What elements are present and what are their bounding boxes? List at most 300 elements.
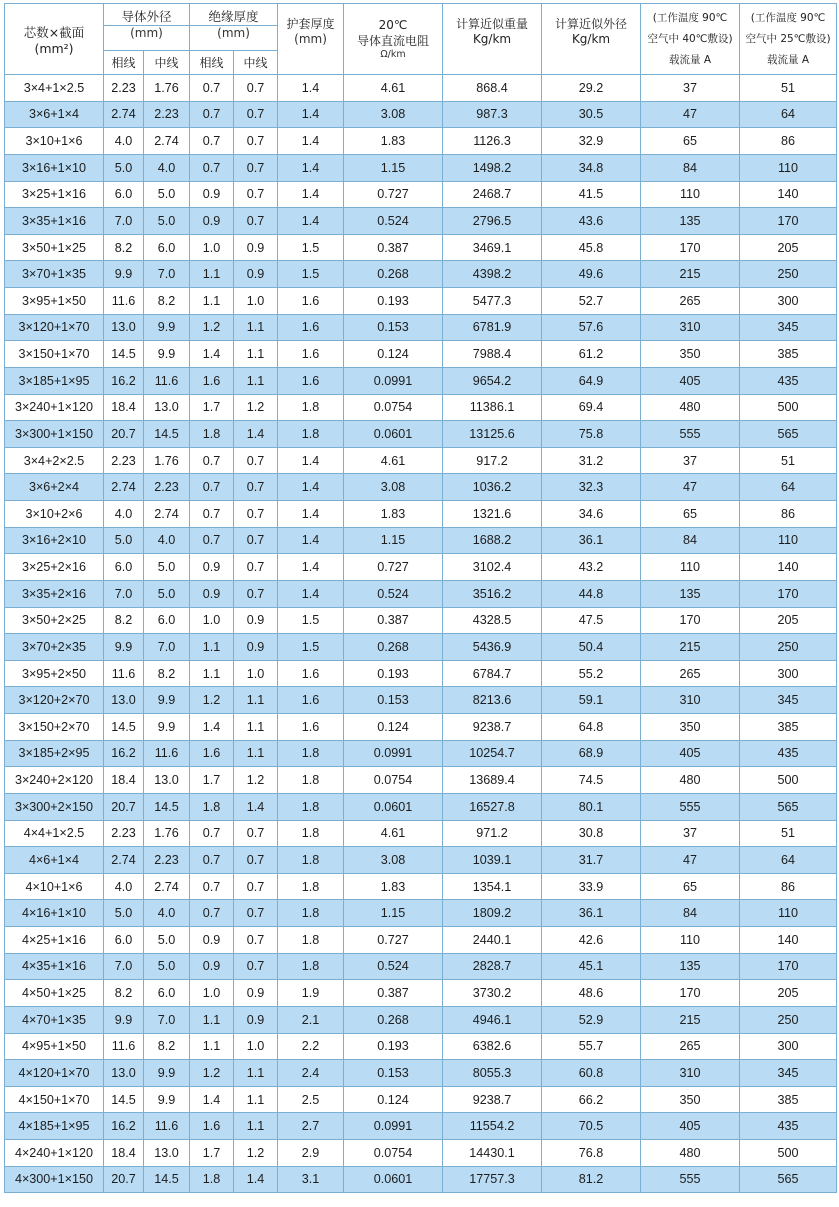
table-row: [5, 394, 837, 421]
cell-insulation-neutral: 0.7: [234, 953, 278, 980]
header-resistance-temp: 20℃: [378, 18, 408, 32]
cell-conductor-neutral: 8.2: [144, 288, 190, 315]
table-row: [5, 927, 837, 954]
cell-insulation-neutral: 1.1: [234, 687, 278, 714]
cell-spec: 3×4+1×2.5: [5, 75, 104, 102]
cell-ampacity-40: 310: [641, 1060, 740, 1087]
cell-conductor-phase: 5.0: [104, 154, 144, 181]
cell-insulation-phase: 0.7: [190, 847, 234, 874]
table-row: [5, 208, 837, 235]
cell-insulation-phase: 0.7: [190, 873, 234, 900]
cell-conductor-neutral: 1.76: [144, 447, 190, 474]
cell-resistance: 0.0991: [344, 367, 443, 394]
cell-weight: 1354.1: [443, 873, 542, 900]
cell-ampacity-40: 350: [641, 341, 740, 368]
cell-diameter: 36.1: [542, 900, 641, 927]
cell-weight: 4398.2: [443, 261, 542, 288]
cell-sheath: 1.8: [278, 421, 344, 448]
header-weight-label: 计算近似重量: [456, 16, 529, 31]
cell-weight: 3469.1: [443, 234, 542, 261]
cell-insulation-phase: 1.6: [190, 740, 234, 767]
cell-ampacity-40: 405: [641, 740, 740, 767]
cell-conductor-phase: 2.23: [104, 820, 144, 847]
cell-diameter: 61.2: [542, 341, 641, 368]
cell-diameter: 30.8: [542, 820, 641, 847]
cell-ampacity-25: 435: [740, 740, 837, 767]
cell-conductor-phase: 11.6: [104, 660, 144, 687]
cell-ampacity-40: 215: [641, 261, 740, 288]
cell-ampacity-40: 310: [641, 314, 740, 341]
cell-insulation-phase: 1.7: [190, 1140, 234, 1167]
cell-diameter: 80.1: [542, 793, 641, 820]
cell-ampacity-25: 64: [740, 474, 837, 501]
cell-insulation-phase: 1.8: [190, 421, 234, 448]
cell-ampacity-40: 265: [641, 288, 740, 315]
cell-spec: 4×150+1×70: [5, 1086, 104, 1113]
cell-sheath: 1.5: [278, 634, 344, 661]
cell-conductor-phase: 20.7: [104, 421, 144, 448]
cell-sheath: 1.8: [278, 740, 344, 767]
cell-conductor-neutral: 7.0: [144, 634, 190, 661]
cell-insulation-neutral: 1.2: [234, 767, 278, 794]
cell-conductor-phase: 14.5: [104, 341, 144, 368]
header-insulation-unit-label: (mm): [217, 26, 250, 40]
cell-diameter: 55.7: [542, 1033, 641, 1060]
cell-spec: 3×95+2×50: [5, 660, 104, 687]
cell-spec: 4×95+1×50: [5, 1033, 104, 1060]
cell-conductor-phase: 9.9: [104, 261, 144, 288]
table-row: [5, 1166, 837, 1193]
header-weight: [443, 4, 542, 75]
cell-conductor-neutral: 2.23: [144, 101, 190, 128]
table-row: [5, 793, 837, 820]
cell-spec: 4×240+1×120: [5, 1140, 104, 1167]
cell-conductor-neutral: 4.0: [144, 527, 190, 554]
cell-weight: 17757.3: [443, 1166, 542, 1193]
cell-spec: 4×300+1×150: [5, 1166, 104, 1193]
cable-spec-table: [4, 3, 837, 1193]
cell-insulation-phase: 1.4: [190, 1086, 234, 1113]
cell-sheath: 1.4: [278, 527, 344, 554]
cell-spec: 3×150+1×70: [5, 341, 104, 368]
cell-resistance: 0.524: [344, 580, 443, 607]
header-conductor: [104, 4, 190, 26]
cell-ampacity-25: 385: [740, 1086, 837, 1113]
cell-weight: 14430.1: [443, 1140, 542, 1167]
cell-sheath: 2.5: [278, 1086, 344, 1113]
cell-insulation-phase: 0.7: [190, 447, 234, 474]
cell-ampacity-25: 170: [740, 580, 837, 607]
cell-spec: 3×16+1×10: [5, 154, 104, 181]
cell-diameter: 36.1: [542, 527, 641, 554]
header-conductor-label: 导体外径: [121, 9, 172, 24]
cell-insulation-phase: 0.7: [190, 474, 234, 501]
table-row: [5, 1060, 837, 1087]
cell-conductor-neutral: 8.2: [144, 1033, 190, 1060]
cell-insulation-neutral: 0.9: [234, 634, 278, 661]
cell-weight: 9238.7: [443, 1086, 542, 1113]
cell-weight: 8213.6: [443, 687, 542, 714]
cell-conductor-phase: 2.74: [104, 847, 144, 874]
cell-sheath: 1.8: [278, 767, 344, 794]
cell-weight: 1498.2: [443, 154, 542, 181]
cell-ampacity-25: 300: [740, 1033, 837, 1060]
cell-insulation-neutral: 0.7: [234, 927, 278, 954]
cell-diameter: 50.4: [542, 634, 641, 661]
cell-diameter: 43.6: [542, 208, 641, 235]
cell-diameter: 59.1: [542, 687, 641, 714]
cell-conductor-phase: 14.5: [104, 1086, 144, 1113]
cell-ampacity-40: 65: [641, 128, 740, 155]
cell-weight: 868.4: [443, 75, 542, 102]
cell-resistance: 3.08: [344, 101, 443, 128]
cell-diameter: 60.8: [542, 1060, 641, 1087]
cell-resistance: 0.124: [344, 341, 443, 368]
cell-insulation-neutral: 0.9: [234, 980, 278, 1007]
cell-insulation-phase: 1.4: [190, 341, 234, 368]
table-row: [5, 501, 837, 528]
cell-resistance: 0.0991: [344, 740, 443, 767]
cell-resistance: 3.08: [344, 474, 443, 501]
cell-sheath: 1.4: [278, 474, 344, 501]
cell-ampacity-25: 205: [740, 607, 837, 634]
cell-sheath: 2.2: [278, 1033, 344, 1060]
cell-ampacity-25: 140: [740, 927, 837, 954]
cell-ampacity-40: 110: [641, 554, 740, 581]
cell-weight: 16527.8: [443, 793, 542, 820]
cell-resistance: 0.524: [344, 208, 443, 235]
cell-insulation-neutral: 0.7: [234, 75, 278, 102]
table-row: [5, 900, 837, 927]
cell-ampacity-40: 135: [641, 953, 740, 980]
cell-conductor-phase: 4.0: [104, 873, 144, 900]
header-amp40-line1: (工作温度 90℃: [652, 11, 728, 24]
cell-diameter: 42.6: [542, 927, 641, 954]
cell-conductor-neutral: 2.74: [144, 873, 190, 900]
cell-ampacity-25: 300: [740, 288, 837, 315]
header-spec: [5, 4, 104, 75]
cell-weight: 1321.6: [443, 501, 542, 528]
cell-insulation-neutral: 0.7: [234, 847, 278, 874]
cell-spec: 3×50+2×25: [5, 607, 104, 634]
cell-weight: 3516.2: [443, 580, 542, 607]
cell-diameter: 74.5: [542, 767, 641, 794]
cell-insulation-neutral: 1.4: [234, 421, 278, 448]
cell-insulation-phase: 1.8: [190, 1166, 234, 1193]
table-row: [5, 873, 837, 900]
cell-insulation-phase: 1.4: [190, 714, 234, 741]
cell-ampacity-40: 480: [641, 1140, 740, 1167]
table-row: [5, 634, 837, 661]
cell-diameter: 52.7: [542, 288, 641, 315]
table-row: [5, 820, 837, 847]
cell-spec: 4×16+1×10: [5, 900, 104, 927]
table-row: [5, 767, 837, 794]
cell-conductor-phase: 13.0: [104, 1060, 144, 1087]
cell-spec: 3×185+2×95: [5, 740, 104, 767]
cell-ampacity-25: 300: [740, 660, 837, 687]
cell-spec: 3×10+2×6: [5, 501, 104, 528]
cell-weight: 13125.6: [443, 421, 542, 448]
header-insulation-phase: 相线: [190, 51, 234, 75]
cell-sheath: 1.4: [278, 181, 344, 208]
cell-resistance: 1.15: [344, 900, 443, 927]
cell-sheath: 1.5: [278, 234, 344, 261]
cell-ampacity-25: 250: [740, 1006, 837, 1033]
cell-insulation-neutral: 1.1: [234, 367, 278, 394]
cell-insulation-phase: 1.1: [190, 634, 234, 661]
cell-conductor-phase: 18.4: [104, 394, 144, 421]
cell-conductor-neutral: 5.0: [144, 554, 190, 581]
cell-sheath: 1.5: [278, 607, 344, 634]
cell-ampacity-25: 565: [740, 421, 837, 448]
table-row: [5, 714, 837, 741]
cell-sheath: 2.4: [278, 1060, 344, 1087]
cell-spec: 3×4+2×2.5: [5, 447, 104, 474]
cell-conductor-phase: 18.4: [104, 767, 144, 794]
cell-sheath: 1.6: [278, 660, 344, 687]
header-spec-label: 芯数×截面: [23, 24, 85, 40]
cell-diameter: 68.9: [542, 740, 641, 767]
cell-spec: 3×35+1×16: [5, 208, 104, 235]
cell-insulation-neutral: 1.1: [234, 714, 278, 741]
cell-diameter: 32.9: [542, 128, 641, 155]
table-row: [5, 474, 837, 501]
cell-ampacity-40: 265: [641, 660, 740, 687]
cell-ampacity-40: 47: [641, 847, 740, 874]
cell-weight: 3730.2: [443, 980, 542, 1007]
cell-weight: 11386.1: [443, 394, 542, 421]
cell-resistance: 0.387: [344, 234, 443, 261]
cell-spec: 3×185+1×95: [5, 367, 104, 394]
cell-insulation-phase: 0.9: [190, 181, 234, 208]
cell-ampacity-25: 250: [740, 261, 837, 288]
cell-diameter: 34.8: [542, 154, 641, 181]
cell-spec: 3×300+2×150: [5, 793, 104, 820]
cell-ampacity-25: 86: [740, 501, 837, 528]
cell-conductor-neutral: 13.0: [144, 1140, 190, 1167]
cell-resistance: 0.268: [344, 634, 443, 661]
cell-insulation-phase: 1.0: [190, 607, 234, 634]
cell-resistance: 0.387: [344, 980, 443, 1007]
cell-conductor-phase: 2.74: [104, 101, 144, 128]
cell-conductor-phase: 7.0: [104, 208, 144, 235]
table-row: [5, 687, 837, 714]
cell-conductor-neutral: 4.0: [144, 154, 190, 181]
cell-weight: 6781.9: [443, 314, 542, 341]
cell-conductor-neutral: 6.0: [144, 980, 190, 1007]
cell-sheath: 1.6: [278, 341, 344, 368]
cell-diameter: 32.3: [542, 474, 641, 501]
cell-conductor-neutral: 2.23: [144, 474, 190, 501]
cell-insulation-neutral: 1.2: [234, 394, 278, 421]
cell-insulation-phase: 0.9: [190, 927, 234, 954]
cell-resistance: 0.0754: [344, 767, 443, 794]
cell-ampacity-40: 480: [641, 394, 740, 421]
cell-diameter: 49.6: [542, 261, 641, 288]
cell-insulation-phase: 1.2: [190, 687, 234, 714]
cell-ampacity-25: 170: [740, 208, 837, 235]
cell-resistance: 0.124: [344, 714, 443, 741]
cell-insulation-phase: 1.6: [190, 1113, 234, 1140]
cell-conductor-neutral: 13.0: [144, 767, 190, 794]
cell-insulation-neutral: 0.7: [234, 527, 278, 554]
cell-conductor-phase: 13.0: [104, 687, 144, 714]
header-insulation-unit: [190, 26, 278, 51]
cell-diameter: 48.6: [542, 980, 641, 1007]
cell-sheath: 2.9: [278, 1140, 344, 1167]
header-conductor-unit-label: (mm): [130, 26, 163, 40]
cell-sheath: 1.6: [278, 714, 344, 741]
cell-insulation-neutral: 1.0: [234, 660, 278, 687]
cell-diameter: 45.1: [542, 953, 641, 980]
cell-insulation-phase: 0.7: [190, 527, 234, 554]
cell-ampacity-25: 500: [740, 394, 837, 421]
cell-ampacity-40: 310: [641, 687, 740, 714]
cell-ampacity-40: 215: [641, 634, 740, 661]
header-resistance: [344, 4, 443, 75]
cell-ampacity-25: 51: [740, 447, 837, 474]
cell-ampacity-40: 405: [641, 1113, 740, 1140]
cell-insulation-phase: 1.1: [190, 261, 234, 288]
cell-weight: 6382.6: [443, 1033, 542, 1060]
cell-conductor-phase: 2.74: [104, 474, 144, 501]
cell-spec: 3×300+1×150: [5, 421, 104, 448]
cell-diameter: 66.2: [542, 1086, 641, 1113]
cell-insulation-neutral: 0.9: [234, 234, 278, 261]
cell-conductor-neutral: 6.0: [144, 607, 190, 634]
cell-conductor-phase: 9.9: [104, 1006, 144, 1033]
cell-conductor-neutral: 5.0: [144, 927, 190, 954]
cell-conductor-neutral: 2.74: [144, 501, 190, 528]
cell-insulation-phase: 1.1: [190, 1006, 234, 1033]
cell-spec: 3×70+2×35: [5, 634, 104, 661]
cell-sheath: 1.4: [278, 75, 344, 102]
cell-conductor-neutral: 11.6: [144, 740, 190, 767]
cell-diameter: 76.8: [542, 1140, 641, 1167]
cell-resistance: 1.15: [344, 154, 443, 181]
cell-insulation-phase: 1.2: [190, 314, 234, 341]
cell-resistance: 0.727: [344, 181, 443, 208]
cell-conductor-phase: 6.0: [104, 927, 144, 954]
cell-conductor-neutral: 5.0: [144, 181, 190, 208]
cell-ampacity-25: 110: [740, 900, 837, 927]
cell-ampacity-25: 345: [740, 1060, 837, 1087]
cell-conductor-neutral: 9.9: [144, 714, 190, 741]
cell-conductor-phase: 5.0: [104, 527, 144, 554]
cell-insulation-neutral: 0.7: [234, 474, 278, 501]
cell-conductor-neutral: 13.0: [144, 394, 190, 421]
cell-weight: 11554.2: [443, 1113, 542, 1140]
cell-diameter: 29.2: [542, 75, 641, 102]
cell-conductor-neutral: 7.0: [144, 261, 190, 288]
header-sheath-unit: (mm): [294, 31, 327, 46]
cell-ampacity-40: 135: [641, 208, 740, 235]
cell-conductor-phase: 16.2: [104, 367, 144, 394]
table-row: [5, 314, 837, 341]
cell-insulation-phase: 0.9: [190, 554, 234, 581]
cell-insulation-neutral: 1.4: [234, 793, 278, 820]
cell-spec: 3×10+1×6: [5, 128, 104, 155]
cell-resistance: 1.15: [344, 527, 443, 554]
cell-insulation-neutral: 0.7: [234, 554, 278, 581]
cell-insulation-neutral: 1.1: [234, 341, 278, 368]
cell-ampacity-25: 500: [740, 1140, 837, 1167]
cell-ampacity-25: 435: [740, 367, 837, 394]
table-row: [5, 288, 837, 315]
cell-diameter: 30.5: [542, 101, 641, 128]
cell-weight: 10254.7: [443, 740, 542, 767]
cell-conductor-neutral: 11.6: [144, 367, 190, 394]
cell-ampacity-25: 51: [740, 820, 837, 847]
cell-ampacity-25: 565: [740, 793, 837, 820]
table-row: [5, 421, 837, 448]
cell-diameter: 43.2: [542, 554, 641, 581]
table-row: [5, 341, 837, 368]
cell-insulation-phase: 1.7: [190, 394, 234, 421]
header-ampacity-25: [740, 4, 837, 75]
cell-ampacity-25: 140: [740, 181, 837, 208]
cell-insulation-phase: 1.1: [190, 288, 234, 315]
table-row: [5, 527, 837, 554]
cell-insulation-phase: 1.8: [190, 793, 234, 820]
cell-diameter: 47.5: [542, 607, 641, 634]
cell-weight: 1126.3: [443, 128, 542, 155]
cell-weight: 6784.7: [443, 660, 542, 687]
cell-insulation-phase: 0.7: [190, 900, 234, 927]
cell-diameter: 64.8: [542, 714, 641, 741]
cell-insulation-neutral: 0.7: [234, 447, 278, 474]
table-row: [5, 261, 837, 288]
cell-insulation-phase: 1.6: [190, 367, 234, 394]
cell-insulation-neutral: 0.7: [234, 181, 278, 208]
cell-conductor-neutral: 1.76: [144, 820, 190, 847]
cell-ampacity-40: 350: [641, 714, 740, 741]
cell-ampacity-40: 265: [641, 1033, 740, 1060]
cell-conductor-phase: 6.0: [104, 181, 144, 208]
table-row: [5, 1140, 837, 1167]
cell-conductor-phase: 13.0: [104, 314, 144, 341]
cell-resistance: 0.193: [344, 660, 443, 687]
cell-ampacity-25: 51: [740, 75, 837, 102]
cell-spec: 3×35+2×16: [5, 580, 104, 607]
cell-sheath: 1.8: [278, 847, 344, 874]
cell-spec: 3×6+2×4: [5, 474, 104, 501]
cell-resistance: 0.0991: [344, 1113, 443, 1140]
cell-conductor-phase: 9.9: [104, 634, 144, 661]
cell-spec: 4×50+1×25: [5, 980, 104, 1007]
cell-ampacity-25: 110: [740, 154, 837, 181]
cell-spec: 3×25+2×16: [5, 554, 104, 581]
header-amp25-line2: 空气中 25℃敷设): [745, 32, 831, 45]
cell-insulation-neutral: 0.9: [234, 261, 278, 288]
cell-diameter: 31.2: [542, 447, 641, 474]
cell-conductor-phase: 2.23: [104, 447, 144, 474]
cell-ampacity-25: 565: [740, 1166, 837, 1193]
cell-diameter: 34.6: [542, 501, 641, 528]
table-row: [5, 1006, 837, 1033]
cell-ampacity-25: 250: [740, 634, 837, 661]
cell-ampacity-25: 110: [740, 527, 837, 554]
table-row: [5, 367, 837, 394]
cell-ampacity-40: 65: [641, 501, 740, 528]
cell-resistance: 0.0601: [344, 1166, 443, 1193]
cell-insulation-neutral: 0.7: [234, 820, 278, 847]
cell-conductor-phase: 2.23: [104, 75, 144, 102]
cell-spec: 4×35+1×16: [5, 953, 104, 980]
cell-insulation-neutral: 0.7: [234, 873, 278, 900]
cell-resistance: 4.61: [344, 75, 443, 102]
